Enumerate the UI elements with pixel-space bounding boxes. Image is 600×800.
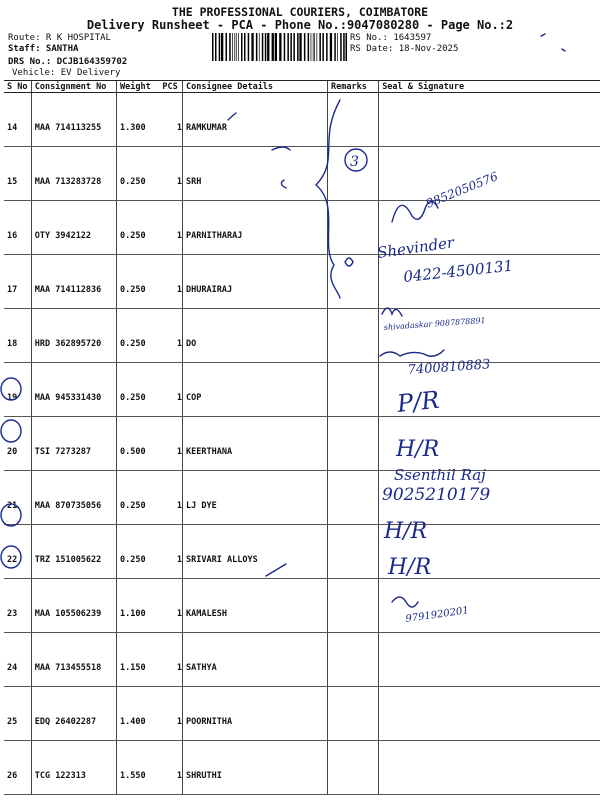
col-header-consignee: Consignee Details — [183, 81, 328, 93]
row-seal — [379, 417, 600, 471]
barcode-bar — [319, 33, 321, 61]
row-pcs: 1 — [159, 363, 182, 417]
barcode-bar — [304, 33, 306, 61]
handwritten-note-21: P/R — [395, 385, 441, 418]
row-consignment: MAA 714113255 — [31, 93, 116, 147]
handwritten-name-23: Ssenthil Raj — [394, 466, 486, 484]
row-remarks — [328, 417, 379, 471]
barcode-bar — [219, 33, 221, 61]
barcode-bar — [234, 33, 235, 61]
row-consignee: KAMALESH — [183, 579, 328, 633]
barcode-bar — [267, 33, 269, 61]
row-sno: 14 — [4, 93, 31, 147]
table-header-row — [4, 81, 600, 93]
handwritten-phone-20: 7400810883 — [407, 357, 491, 378]
barcode-bar — [284, 33, 286, 61]
row-pcs: 1 — [159, 471, 182, 525]
barcode-bar — [297, 33, 299, 61]
row-seal — [379, 579, 600, 633]
barcode-bar — [262, 33, 264, 61]
table-row — [4, 687, 600, 741]
barcode-bar — [337, 33, 338, 61]
barcode-bar — [299, 33, 301, 61]
handwritten-name-17: Shevinder — [376, 233, 456, 262]
row-consignment: MAA 945331430 — [31, 363, 116, 417]
row-sno: 19 — [4, 363, 31, 417]
row-sno: 25 — [4, 687, 31, 741]
row-remarks — [328, 687, 379, 741]
table-row — [4, 147, 600, 201]
row-consignee: SRH — [183, 147, 328, 201]
barcode-bar — [229, 33, 231, 61]
row-consignment: MAA 713455518 — [31, 633, 116, 687]
row-consignee: COP — [183, 363, 328, 417]
row-weight: 0.250 — [117, 147, 160, 201]
rs-date: RS Date: 18-Nov-2025 — [350, 44, 459, 54]
row-consignee: PARNITHARAJ — [183, 201, 328, 255]
row-weight: 0.500 — [117, 417, 160, 471]
row-seal — [379, 471, 600, 525]
row-weight: 0.250 — [117, 255, 160, 309]
barcode-bar — [334, 33, 336, 61]
drs-number: DRS No.: DCJB164359702 — [8, 57, 128, 67]
row-pcs: 1 — [159, 417, 182, 471]
col-header-pcs: PCS — [159, 81, 182, 93]
barcode-bar — [311, 33, 312, 61]
row-sno: 22 — [4, 525, 31, 579]
row-pcs: 1 — [159, 525, 182, 579]
table-row — [4, 579, 600, 633]
col-header-consignment: Consignment No — [31, 81, 116, 93]
row-sno: 21 — [4, 471, 31, 525]
barcode-bar — [293, 33, 295, 61]
barcode-bar — [241, 33, 243, 61]
row-remarks — [328, 93, 379, 147]
table-row — [4, 363, 600, 417]
row-remarks — [328, 579, 379, 633]
row-consignment: TRZ 151005622 — [31, 525, 116, 579]
barcode-bar — [251, 33, 253, 61]
row-seal — [379, 93, 600, 147]
table-row — [4, 633, 600, 687]
rs-number: RS No.: 1643597 — [350, 33, 432, 43]
barcode-bar — [238, 33, 239, 61]
row-consignment: TSI 7273287 — [31, 417, 116, 471]
row-remarks — [328, 633, 379, 687]
handwritten-phone-16: 9852050576 — [423, 169, 500, 211]
row-seal — [379, 363, 600, 417]
row-pcs: 1 — [159, 201, 182, 255]
row-consignee: LJ DYE — [183, 471, 328, 525]
row-sno: 24 — [4, 633, 31, 687]
barcode-bar — [343, 33, 345, 61]
row-consignee: DHURAIRAJ — [183, 255, 328, 309]
row-remarks — [328, 147, 379, 201]
row-consignment: OTY 3942122 — [31, 201, 116, 255]
row-seal — [379, 525, 600, 579]
row-consignee: SHRUTHI — [183, 741, 328, 795]
row-weight: 0.250 — [117, 309, 160, 363]
route-label: Route: R K HOSPITAL — [8, 33, 111, 43]
row-consignment: HRD 362895720 — [31, 309, 116, 363]
row-consignee: RAMKUMAR — [183, 93, 328, 147]
handwritten-phone-26: 9791920201 — [404, 605, 470, 625]
row-remarks — [328, 201, 379, 255]
row-weight: 1.150 — [117, 633, 160, 687]
margin-mark — [562, 49, 565, 51]
row-weight: 0.250 — [117, 201, 160, 255]
row-sno: 15 — [4, 147, 31, 201]
row-weight: 1.100 — [117, 579, 160, 633]
table-row — [4, 741, 600, 795]
row-seal — [379, 741, 600, 795]
row-consignment: TCG 122313 — [31, 741, 116, 795]
barcode-bar — [322, 33, 324, 61]
barcode-bar — [314, 33, 315, 61]
handwritten-note-24: H/R — [384, 519, 428, 544]
barcode-bar — [232, 33, 233, 61]
row-remarks — [328, 741, 379, 795]
table-row — [4, 309, 600, 363]
barcode-bar — [330, 33, 332, 61]
row-consignment: MAA 105506239 — [31, 579, 116, 633]
row-weight: 1.550 — [117, 741, 160, 795]
table-row — [4, 201, 600, 255]
barcode-bar — [256, 33, 258, 61]
handwritten-note-25: H/R — [388, 555, 432, 580]
barcode-bar — [272, 33, 274, 61]
barcode-bar — [279, 33, 281, 61]
runsheet-table — [4, 80, 600, 795]
row-sno: 17 — [4, 255, 31, 309]
barcode-bar — [308, 33, 310, 61]
handwritten-note-22: H/R — [396, 437, 440, 462]
row-weight: 0.250 — [117, 363, 160, 417]
row-sno: 20 — [4, 417, 31, 471]
barcode-bar — [212, 33, 214, 61]
barcode-bar — [236, 33, 237, 61]
barcode-bar — [317, 33, 318, 61]
row-seal — [379, 255, 600, 309]
row-pcs: 1 — [159, 741, 182, 795]
barcode-bar — [215, 33, 217, 61]
barcode-bar — [313, 33, 314, 61]
row-consignee: POORNITHA — [183, 687, 328, 741]
row-seal — [379, 147, 600, 201]
barcode-bar — [340, 33, 342, 61]
row-seal — [379, 309, 600, 363]
row-sno: 16 — [4, 201, 31, 255]
vehicle-label: Vehicle: EV Delivery — [12, 68, 121, 78]
runsheet-title: Delivery Runsheet - PCA - Phone No.:9047080280 - Page No.:2 — [86, 18, 514, 32]
handwritten-phone-23: 9025210179 — [382, 485, 491, 505]
row-seal — [379, 201, 600, 255]
row-pcs: 1 — [159, 255, 182, 309]
barcode-image — [212, 33, 347, 61]
row-remarks — [328, 363, 379, 417]
row-pcs: 1 — [159, 147, 182, 201]
row-weight: 1.300 — [117, 93, 160, 147]
row-pcs: 1 — [159, 309, 182, 363]
barcode-bar — [226, 33, 228, 61]
row-weight: 0.250 — [117, 525, 160, 579]
remark-circle-text: 3 — [350, 154, 359, 170]
handwritten-note-19: shivadaskar 9087878891 — [383, 315, 486, 332]
company-name: THE PROFESSIONAL COURIERS, COIMBATORE — [171, 5, 429, 19]
row-consignment: EDQ 26402287 — [31, 687, 116, 741]
row-consignment: MAA 870735056 — [31, 471, 116, 525]
row-seal — [379, 633, 600, 687]
row-sno: 23 — [4, 579, 31, 633]
barcode-bar — [287, 33, 289, 61]
barcode-bar — [346, 33, 348, 61]
row-pcs: 1 — [159, 633, 182, 687]
barcode-bar — [248, 33, 250, 61]
row-remarks — [328, 471, 379, 525]
row-consignee: DO — [183, 309, 328, 363]
row-weight: 1.400 — [117, 687, 160, 741]
row-consignee: SATHYA — [183, 633, 328, 687]
staff-label: Staff: SANTHA — [8, 44, 79, 54]
row-weight: 0.250 — [117, 471, 160, 525]
margin-mark — [541, 34, 545, 36]
barcode-bar — [265, 33, 267, 61]
barcode-bar — [221, 33, 223, 61]
table-row — [4, 417, 600, 471]
col-header-sno: S No — [4, 81, 31, 93]
row-pcs: 1 — [159, 687, 182, 741]
row-sno: 26 — [4, 741, 31, 795]
col-header-remarks: Remarks — [328, 81, 379, 93]
table-row — [4, 471, 600, 525]
barcode-bar — [275, 33, 277, 61]
col-header-seal: Seal & Signature — [379, 81, 600, 93]
barcode-bar — [290, 33, 292, 61]
row-remarks — [328, 255, 379, 309]
row-seal — [379, 687, 600, 741]
row-consignee: SRIVARI ALLOYS — [183, 525, 328, 579]
barcode-bar — [259, 33, 260, 61]
row-consignment: MAA 713283728 — [31, 147, 116, 201]
handwritten-phone-18: 0422-4500131 — [402, 256, 514, 286]
table-row — [4, 93, 600, 147]
row-pcs: 1 — [159, 93, 182, 147]
table-row — [4, 525, 600, 579]
barcode-bar — [244, 33, 246, 61]
row-pcs: 1 — [159, 579, 182, 633]
row-sno: 18 — [4, 309, 31, 363]
table-row — [4, 255, 600, 309]
row-remarks — [328, 525, 379, 579]
col-header-weight: Weight — [117, 81, 160, 93]
row-consignee: KEERTHANA — [183, 417, 328, 471]
row-consignment: MAA 714112836 — [31, 255, 116, 309]
row-remarks — [328, 309, 379, 363]
barcode-bar — [326, 33, 328, 61]
